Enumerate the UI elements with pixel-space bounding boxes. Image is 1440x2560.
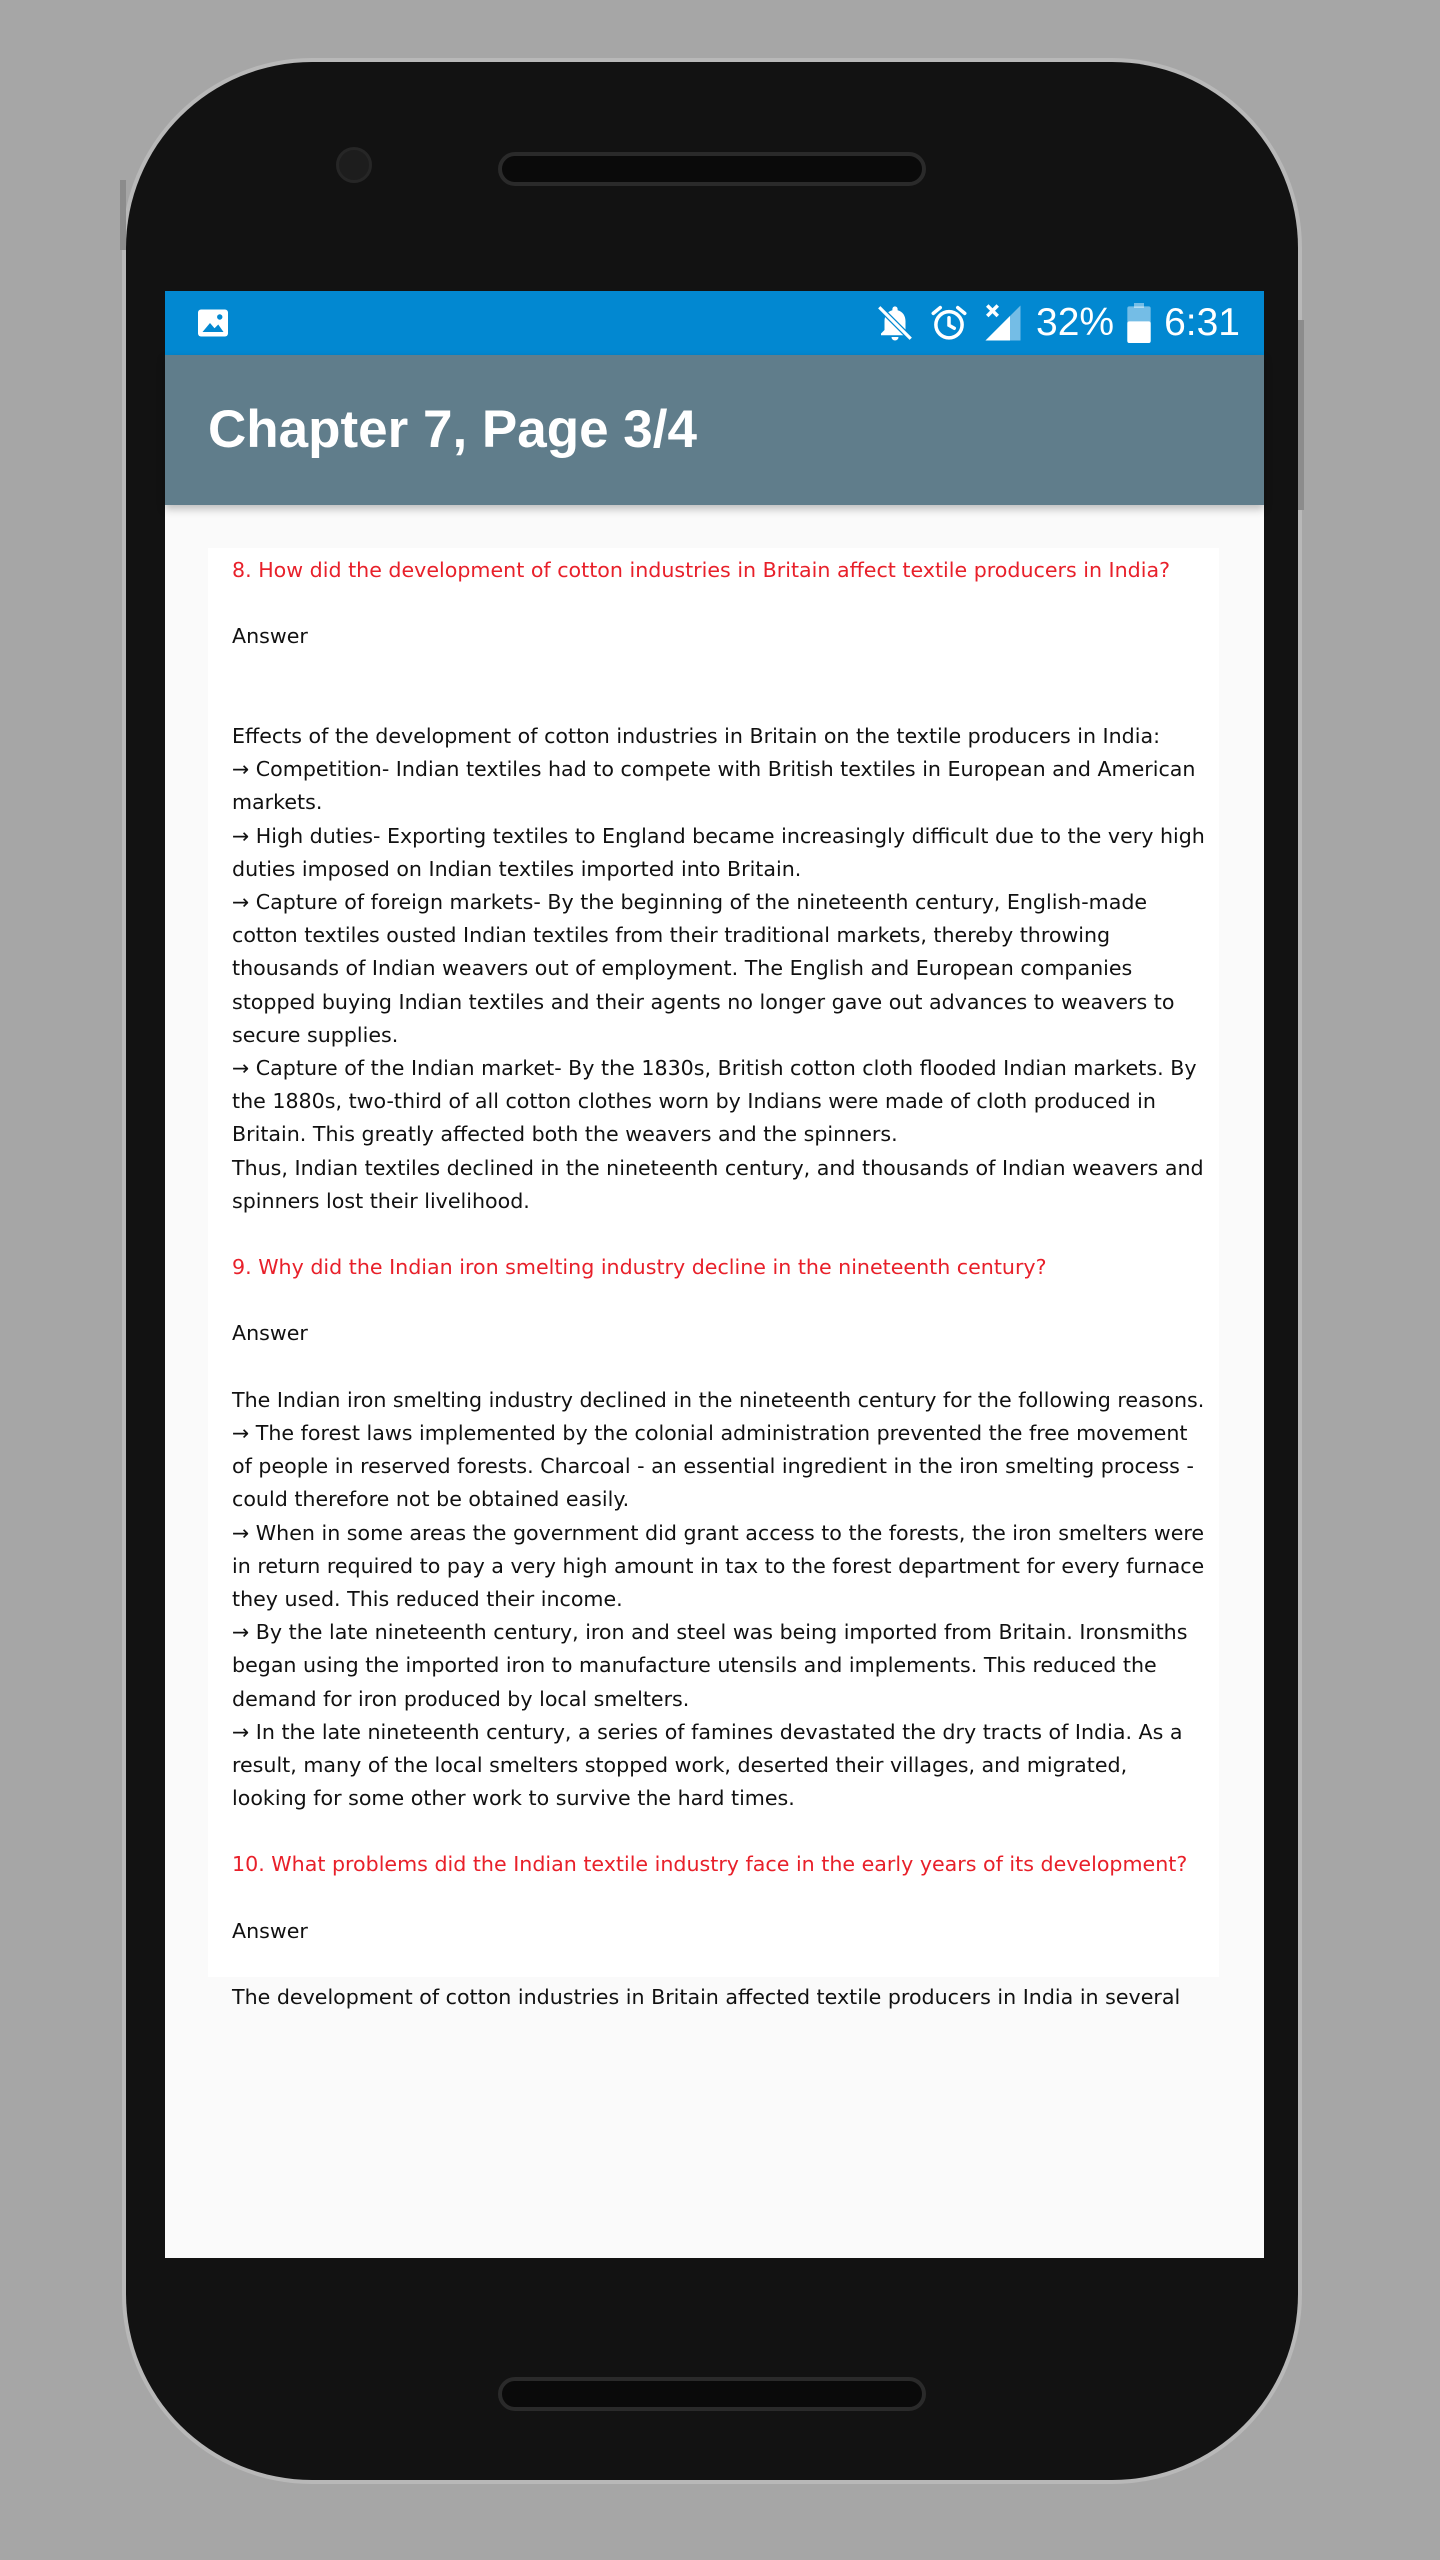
image-icon (195, 305, 231, 341)
alarm-icon (928, 302, 970, 344)
signal-no-data-icon (982, 302, 1024, 344)
battery-icon (1126, 303, 1152, 343)
app-toolbar (165, 355, 1264, 505)
answer-8-paragraph: → High duties- Exporting textiles to England became increasingly difficult due to the very high duties imposed on Indian textiles imported into Britain. (232, 823, 1205, 881)
answer-label-10: Answer (232, 1918, 308, 1943)
volume-button (1298, 320, 1304, 510)
battery-percent: 32% (1036, 301, 1115, 344)
page-title: Chapter 7, Page 3/4 (208, 400, 697, 459)
clock: 6:31 (1164, 301, 1240, 344)
answer-9-paragraph: → The forest laws implemented by the colonial administration prevented the free movement of people in reserved forests. Charcoal - an essential ingredient in the iron smelting process - could therefore not be obtained easily. (232, 1421, 1194, 1512)
answer-8-paragraph: Thus, Indian textiles declined in the nineteenth century, and thousands of Indian weavers and spinners lost their livelihood. (232, 1155, 1204, 1213)
answer-10-paragraph: The development of cotton industries in Britain affected textile producers in India in several (232, 1985, 1181, 2010)
answer-8-paragraph: → Capture of foreign markets- By the beginning of the nineteenth century, English-made cotton textiles ousted Indian textiles from their traditional markets, thereby throwing thousands of Indian weavers out of employment. The English and European companies stopped buying Indian textiles and their agents no longer gave out advances to weavers to secure supplies. (232, 889, 1175, 1047)
screen (165, 291, 1264, 2258)
question-9: 9. Why did the Indian iron smelting industry decline in the nineteenth century? (232, 1255, 1047, 1280)
answer-label-9: Answer (232, 1321, 308, 1346)
power-button (120, 180, 126, 250)
notifications-off-icon (874, 302, 916, 344)
answer-8-paragraph: Effects of the development of cotton industries in Britain on the textile producers in India: (232, 723, 1161, 748)
top-speaker (498, 152, 926, 186)
answer-8-paragraph: → Capture of the Indian market- By the 1830s, British cotton cloth flooded Indian markets. By the 1880s, two-third of all cotton clothes worn by Indians were made of cloth produced in Britain. This greatly affected both the weavers and the spinners. (232, 1056, 1197, 1147)
answer-9-paragraph: → When in some areas the government did grant access to the forests, the iron smelters were in return required to pay a very high amount in tax to the forest department for every furnace they used. This reduced their income. (232, 1520, 1205, 1612)
status-icons (874, 291, 1240, 355)
answer-8-paragraph: → Competition- Indian textiles had to compete with British textiles in European and American markets. (232, 757, 1196, 815)
answer-label-8: Answer (232, 624, 308, 649)
answer-9-paragraph: → By the late nineteenth century, iron and steel was being imported from Britain. Ironsmiths began using the imported iron to manufacture utensils and implements. This reduced the demand for iron produced by local smelters. (232, 1620, 1188, 1711)
status-bar (165, 291, 1264, 355)
question-8: 8. How did the development of cotton industries in Britain affect textile producers in India? (232, 558, 1171, 582)
answer-9-paragraph: The Indian iron smelting industry declined in the nineteenth century for the following reasons. (232, 1387, 1205, 1412)
bottom-speaker (498, 2377, 926, 2411)
front-camera (336, 147, 372, 183)
question-10: 10. What problems did the Indian textile industry face in the early years of its development? (232, 1852, 1188, 1877)
answer-9-paragraph: → In the late nineteenth century, a series of famines devastated the dry tracts of India. As a result, many of the local smelters stopped work, deserted their villages, and migrated, looking for some other work to survive the hard times. (232, 1719, 1183, 1811)
chapter-page-content[interactable] (208, 548, 1219, 2010)
